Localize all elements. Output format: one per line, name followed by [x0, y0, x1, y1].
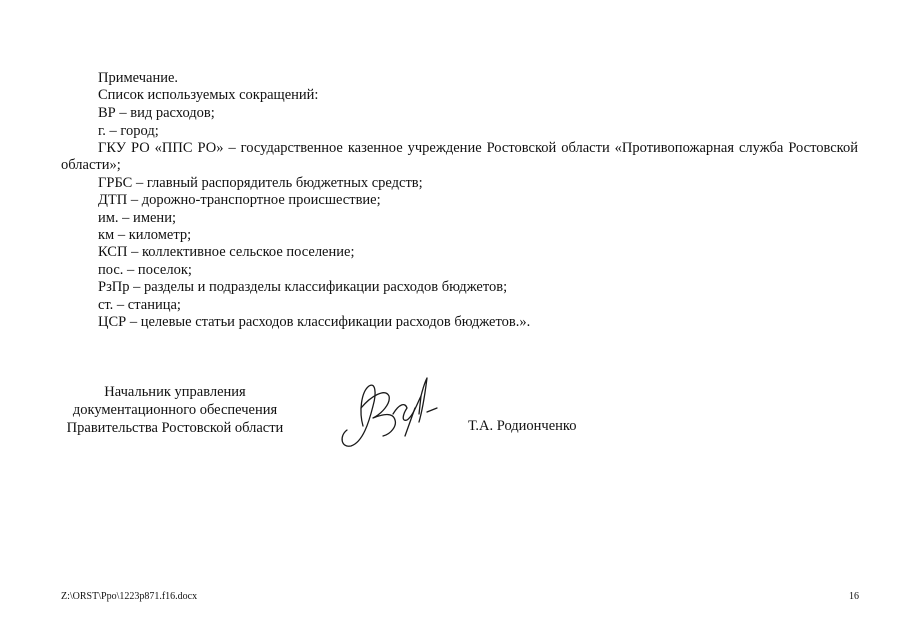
- footer-file-path: Z:\ORST\Ppo\1223p871.f16.docx: [61, 591, 198, 602]
- abbreviation-item-vr: ВР – вид расходов;: [98, 105, 215, 121]
- abbreviation-item-gku: ГКУ РО «ППС РО» – государственное казенное учреждение Ростовской области «Противопожарная служба Ростовской области»;: [61, 140, 858, 173]
- handwritten-signature: [333, 374, 448, 454]
- signatory-title-line: документационного обеспечения: [72, 402, 278, 418]
- abbreviation-item-dtp: ДТП – дорожно-транспортное происшествие;: [98, 192, 381, 208]
- abbreviation-item-st: ст. – станица;: [98, 297, 181, 313]
- signatory-title-line: Правительства Ростовской области: [66, 420, 284, 436]
- abbreviation-item-ksp: КСП – коллективное сельское поселение;: [98, 244, 355, 260]
- abbreviation-item-pos: пос. – поселок;: [98, 262, 192, 278]
- signatory-title: [55, 383, 295, 437]
- signatory-name: Т.А. Родионченко: [468, 418, 577, 434]
- abbreviation-item-rzpr: РзПр – разделы и подразделы классификации расходов бюджетов;: [98, 279, 508, 295]
- abbreviation-item-csr: ЦСР – целевые статьи расходов классификации расходов бюджетов.».: [98, 314, 531, 330]
- abbreviation-item-grbs: ГРБС – главный распорядитель бюджетных средств;: [98, 175, 423, 191]
- abbreviation-item-im: им. – имени;: [98, 210, 176, 226]
- signatory-title-line: Начальник управления: [104, 384, 246, 400]
- abbreviation-item-g: г. – город;: [98, 123, 159, 139]
- note-heading: Примечание.: [98, 70, 179, 86]
- page-number: 16: [849, 591, 859, 602]
- abbreviations-title: Список используемых сокращений:: [98, 87, 319, 103]
- abbreviation-item-km: км – километр;: [98, 227, 192, 243]
